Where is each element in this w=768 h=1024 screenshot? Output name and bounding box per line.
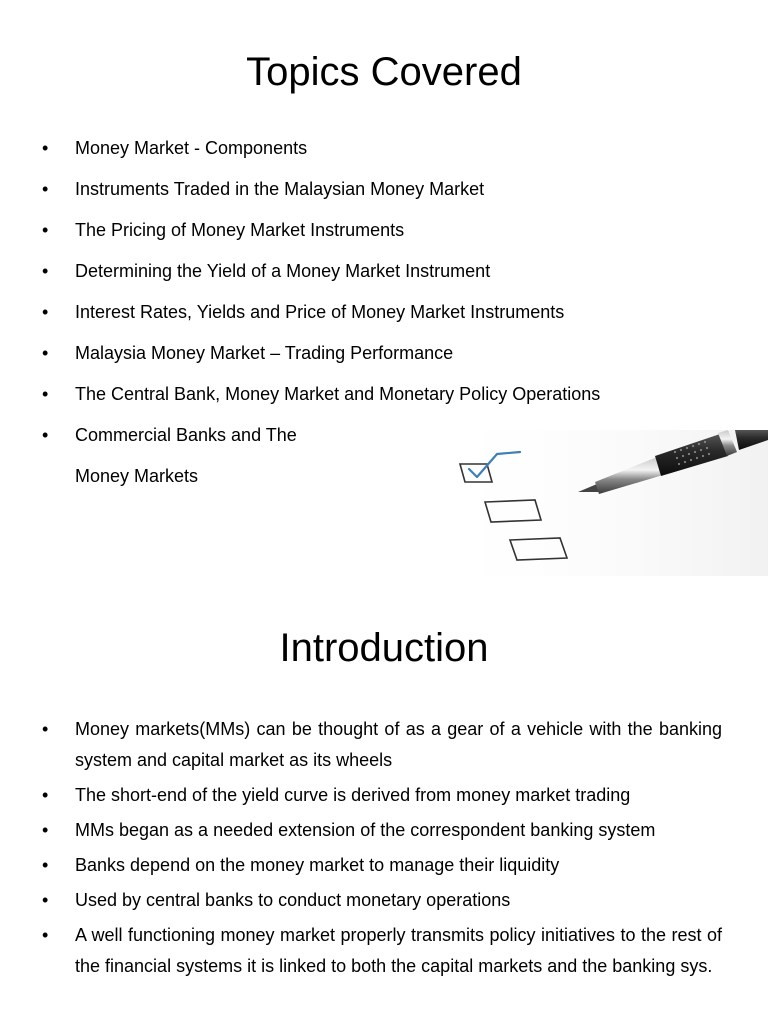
list-item-text: The short-end of the yield curve is derived from money market trading (75, 785, 631, 805)
bullet-icon: • (42, 785, 49, 805)
list-item (42, 380, 742, 421)
list-item-text: Banks depend on the money market to manage their liquidity (75, 855, 560, 875)
bullet-icon: • (42, 820, 49, 840)
list-item (42, 920, 722, 982)
list-item (42, 815, 722, 846)
bullet-icon: • (42, 925, 49, 945)
list-item-text: Used by central banks to conduct monetary operations (75, 890, 511, 910)
bullet-icon: • (42, 343, 49, 363)
list-item (42, 257, 742, 298)
bullet-icon: • (42, 261, 49, 281)
bullet-icon: • (42, 220, 49, 240)
list-item (42, 850, 722, 881)
list-item-text: Instruments Traded in the Malaysian Money Market (75, 179, 485, 199)
slide-title: Topics Covered (246, 50, 522, 94)
list-item (42, 714, 722, 776)
bullet-icon: • (42, 855, 49, 875)
checklist-pen-illustration (425, 430, 768, 576)
list-item-text: Money Markets (75, 466, 199, 486)
list-item (42, 298, 742, 339)
bullet-icon: • (42, 302, 49, 322)
introduction-list (42, 714, 722, 986)
list-item-text: Money markets(MMs) can be thought of as a gear of a vehicle with the banking system and capital market as its wheels (75, 719, 722, 770)
list-item-text: Money Market - Components (75, 138, 308, 158)
list-item-text: Commercial Banks and The (75, 425, 297, 445)
list-item (42, 339, 742, 380)
bullet-icon: • (42, 384, 49, 404)
bullet-icon: • (42, 719, 49, 739)
list-item-text: Malaysia Money Market – Trading Performance (75, 343, 454, 363)
bullet-icon: • (42, 890, 49, 910)
list-item-text: The Pricing of Money Market Instruments (75, 220, 405, 240)
list-item (42, 175, 742, 216)
list-item (42, 134, 742, 175)
slide-introduction (0, 576, 768, 1024)
list-item-text: A well functioning money market properly transmits policy initiatives to the rest of the financial systems it is linked to both the capital markets and the banking sys. (75, 925, 722, 976)
list-item-text: The Central Bank, Money Market and Monetary Policy Operations (75, 384, 601, 404)
list-item (42, 216, 742, 257)
bullet-icon: • (42, 138, 49, 158)
bullet-icon: • (42, 179, 49, 199)
bullet-icon: • (42, 425, 49, 445)
slide-title: Introduction (279, 626, 489, 670)
list-item (42, 780, 722, 811)
list-item (42, 885, 722, 916)
list-item-text: Interest Rates, Yields and Price of Money Market Instruments (75, 302, 565, 322)
list-item-text: MMs began as a needed extension of the correspondent banking system (75, 820, 656, 840)
list-item-text: Determining the Yield of a Money Market Instrument (75, 261, 491, 281)
